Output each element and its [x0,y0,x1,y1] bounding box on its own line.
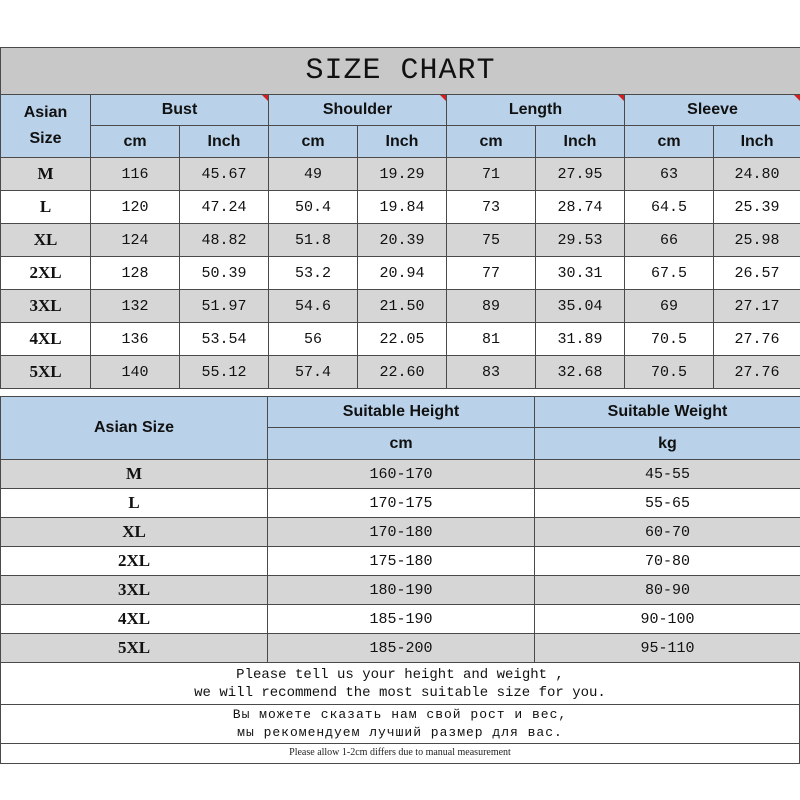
unit-header: cm [269,126,358,158]
measurement-cell: 50.4 [269,191,358,224]
size-label: XL [1,224,91,257]
size-label: 3XL [1,290,91,323]
notes [0,663,800,764]
size-label: 4XL [1,323,91,356]
measurement-cell: 19.84 [358,191,447,224]
measurement-cell: 35.04 [536,290,625,323]
suitable-height-header: Suitable Height [268,397,535,428]
fit-table [0,396,800,663]
measurement-cell: 75 [447,224,536,257]
unit-header: Inch [536,126,625,158]
table-row [1,460,800,489]
table-row [1,158,800,191]
weight-cell: 80-90 [535,576,800,605]
measurement-cell: 51.97 [180,290,269,323]
measurement-cell: 81 [447,323,536,356]
weight-cell: 70-80 [535,547,800,576]
unit-header: Inch [358,126,447,158]
unit-cm: cm [268,428,535,460]
table-row [1,518,800,547]
measurement-cell: 140 [91,356,180,389]
measurement-cell: 30.31 [536,257,625,290]
corner-mark [440,95,446,101]
measurement-cell: 51.8 [269,224,358,257]
table-row [1,224,800,257]
measurement-cell: 77 [447,257,536,290]
height-cell: 160-170 [268,460,535,489]
measurement-cell: 27.95 [536,158,625,191]
size-label: 4XL [1,605,268,634]
measurement-cell: 27.76 [714,356,800,389]
table-row [1,634,800,663]
measurement-cell: 53.54 [180,323,269,356]
weight-cell: 95-110 [535,634,800,663]
table-row [1,605,800,634]
measurement-cell: 89 [447,290,536,323]
measurement-cell: 67.5 [625,257,714,290]
measurement-cell: 22.05 [358,323,447,356]
unit-header: Inch [180,126,269,158]
measurement-cell: 124 [91,224,180,257]
unit-header: cm [447,126,536,158]
size-label: M [1,460,268,489]
measurement-cell: 120 [91,191,180,224]
height-cell: 185-190 [268,605,535,634]
measurement-cell: 66 [625,224,714,257]
measurement-cell: 19.29 [358,158,447,191]
measurement-cell: 45.67 [180,158,269,191]
measurement-cell: 22.60 [358,356,447,389]
size-label: M [1,158,91,191]
note-line: Вы можете сказать нам свой рост и вес, [232,707,568,722]
measurement-cell: 29.53 [536,224,625,257]
length-header: Length [447,95,625,126]
size-label: L [1,191,91,224]
height-cell: 180-190 [268,576,535,605]
size-label: 3XL [1,576,268,605]
measurement-cell: 71 [447,158,536,191]
measurement-cell: 21.50 [358,290,447,323]
measurement-disclaimer: Please allow 1-2cm differs due to manual measurement [289,747,511,758]
weight-cell: 45-55 [535,460,800,489]
measurement-cell: 70.5 [625,356,714,389]
corner-mark [794,95,800,101]
measurement-cell: 56 [269,323,358,356]
size-chart [0,47,800,764]
size-label: 2XL [1,257,91,290]
size-label: 5XL [1,634,268,663]
size-label: 5XL [1,356,91,389]
chart-title: SIZE CHART [1,48,800,95]
table-row [1,576,800,605]
weight-cell: 60-70 [535,518,800,547]
measurement-cell: 64.5 [625,191,714,224]
measurement-cell: 50.39 [180,257,269,290]
suitable-weight-header: Suitable Weight [535,397,800,428]
bust-header: Bust [91,95,269,126]
table-row [1,489,800,518]
height-cell: 175-180 [268,547,535,576]
measurement-table [0,47,800,389]
measurement-cell: 32.68 [536,356,625,389]
table-row [1,356,800,389]
measurement-cell: 63 [625,158,714,191]
measurement-cell: 26.57 [714,257,800,290]
corner-mark [262,95,268,101]
measurement-cell: 69 [625,290,714,323]
size-label: L [1,489,268,518]
measurement-cell: 54.6 [269,290,358,323]
table-row [1,290,800,323]
unit-kg: kg [535,428,800,460]
sleeve-header: Sleeve [625,95,800,126]
measurement-cell: 132 [91,290,180,323]
measurement-cell: 128 [91,257,180,290]
asian-size-header: Asian Size [1,397,268,460]
measurement-cell: 116 [91,158,180,191]
note-line: Please tell us your height and weight , [236,667,564,683]
weight-cell: 55-65 [535,489,800,518]
measurement-cell: 49 [269,158,358,191]
table-row [1,323,800,356]
measurement-cell: 27.17 [714,290,800,323]
note-line: we will recommend the most suitable size for you. [194,685,606,701]
unit-header: Inch [714,126,800,158]
unit-header: cm [625,126,714,158]
measurement-cell: 57.4 [269,356,358,389]
measurement-cell: 48.82 [180,224,269,257]
measurement-cell: 24.80 [714,158,800,191]
asian-size-header: Asian Size [1,95,91,158]
table-row [1,547,800,576]
measurement-cell: 31.89 [536,323,625,356]
height-cell: 170-180 [268,518,535,547]
measurement-cell: 20.39 [358,224,447,257]
size-label: 2XL [1,547,268,576]
measurement-cell: 25.39 [714,191,800,224]
measurement-cell: 25.98 [714,224,800,257]
measurement-cell: 47.24 [180,191,269,224]
measurement-cell: 28.74 [536,191,625,224]
shoulder-header: Shoulder [269,95,447,126]
measurement-cell: 136 [91,323,180,356]
height-cell: 170-175 [268,489,535,518]
weight-cell: 90-100 [535,605,800,634]
table-row [1,257,800,290]
measurement-cell: 27.76 [714,323,800,356]
table-row [1,191,800,224]
measurement-cell: 73 [447,191,536,224]
english-note [1,663,799,705]
note-line: мы рекомендуем лучший размер для вас. [237,725,563,740]
measurement-cell: 70.5 [625,323,714,356]
corner-mark [618,95,624,101]
measurement-cell: 20.94 [358,257,447,290]
measurement-cell: 55.12 [180,356,269,389]
measurement-cell: 53.2 [269,257,358,290]
size-label: XL [1,518,268,547]
unit-header: cm [91,126,180,158]
height-cell: 185-200 [268,634,535,663]
russian-note [1,705,799,744]
measurement-cell: 83 [447,356,536,389]
